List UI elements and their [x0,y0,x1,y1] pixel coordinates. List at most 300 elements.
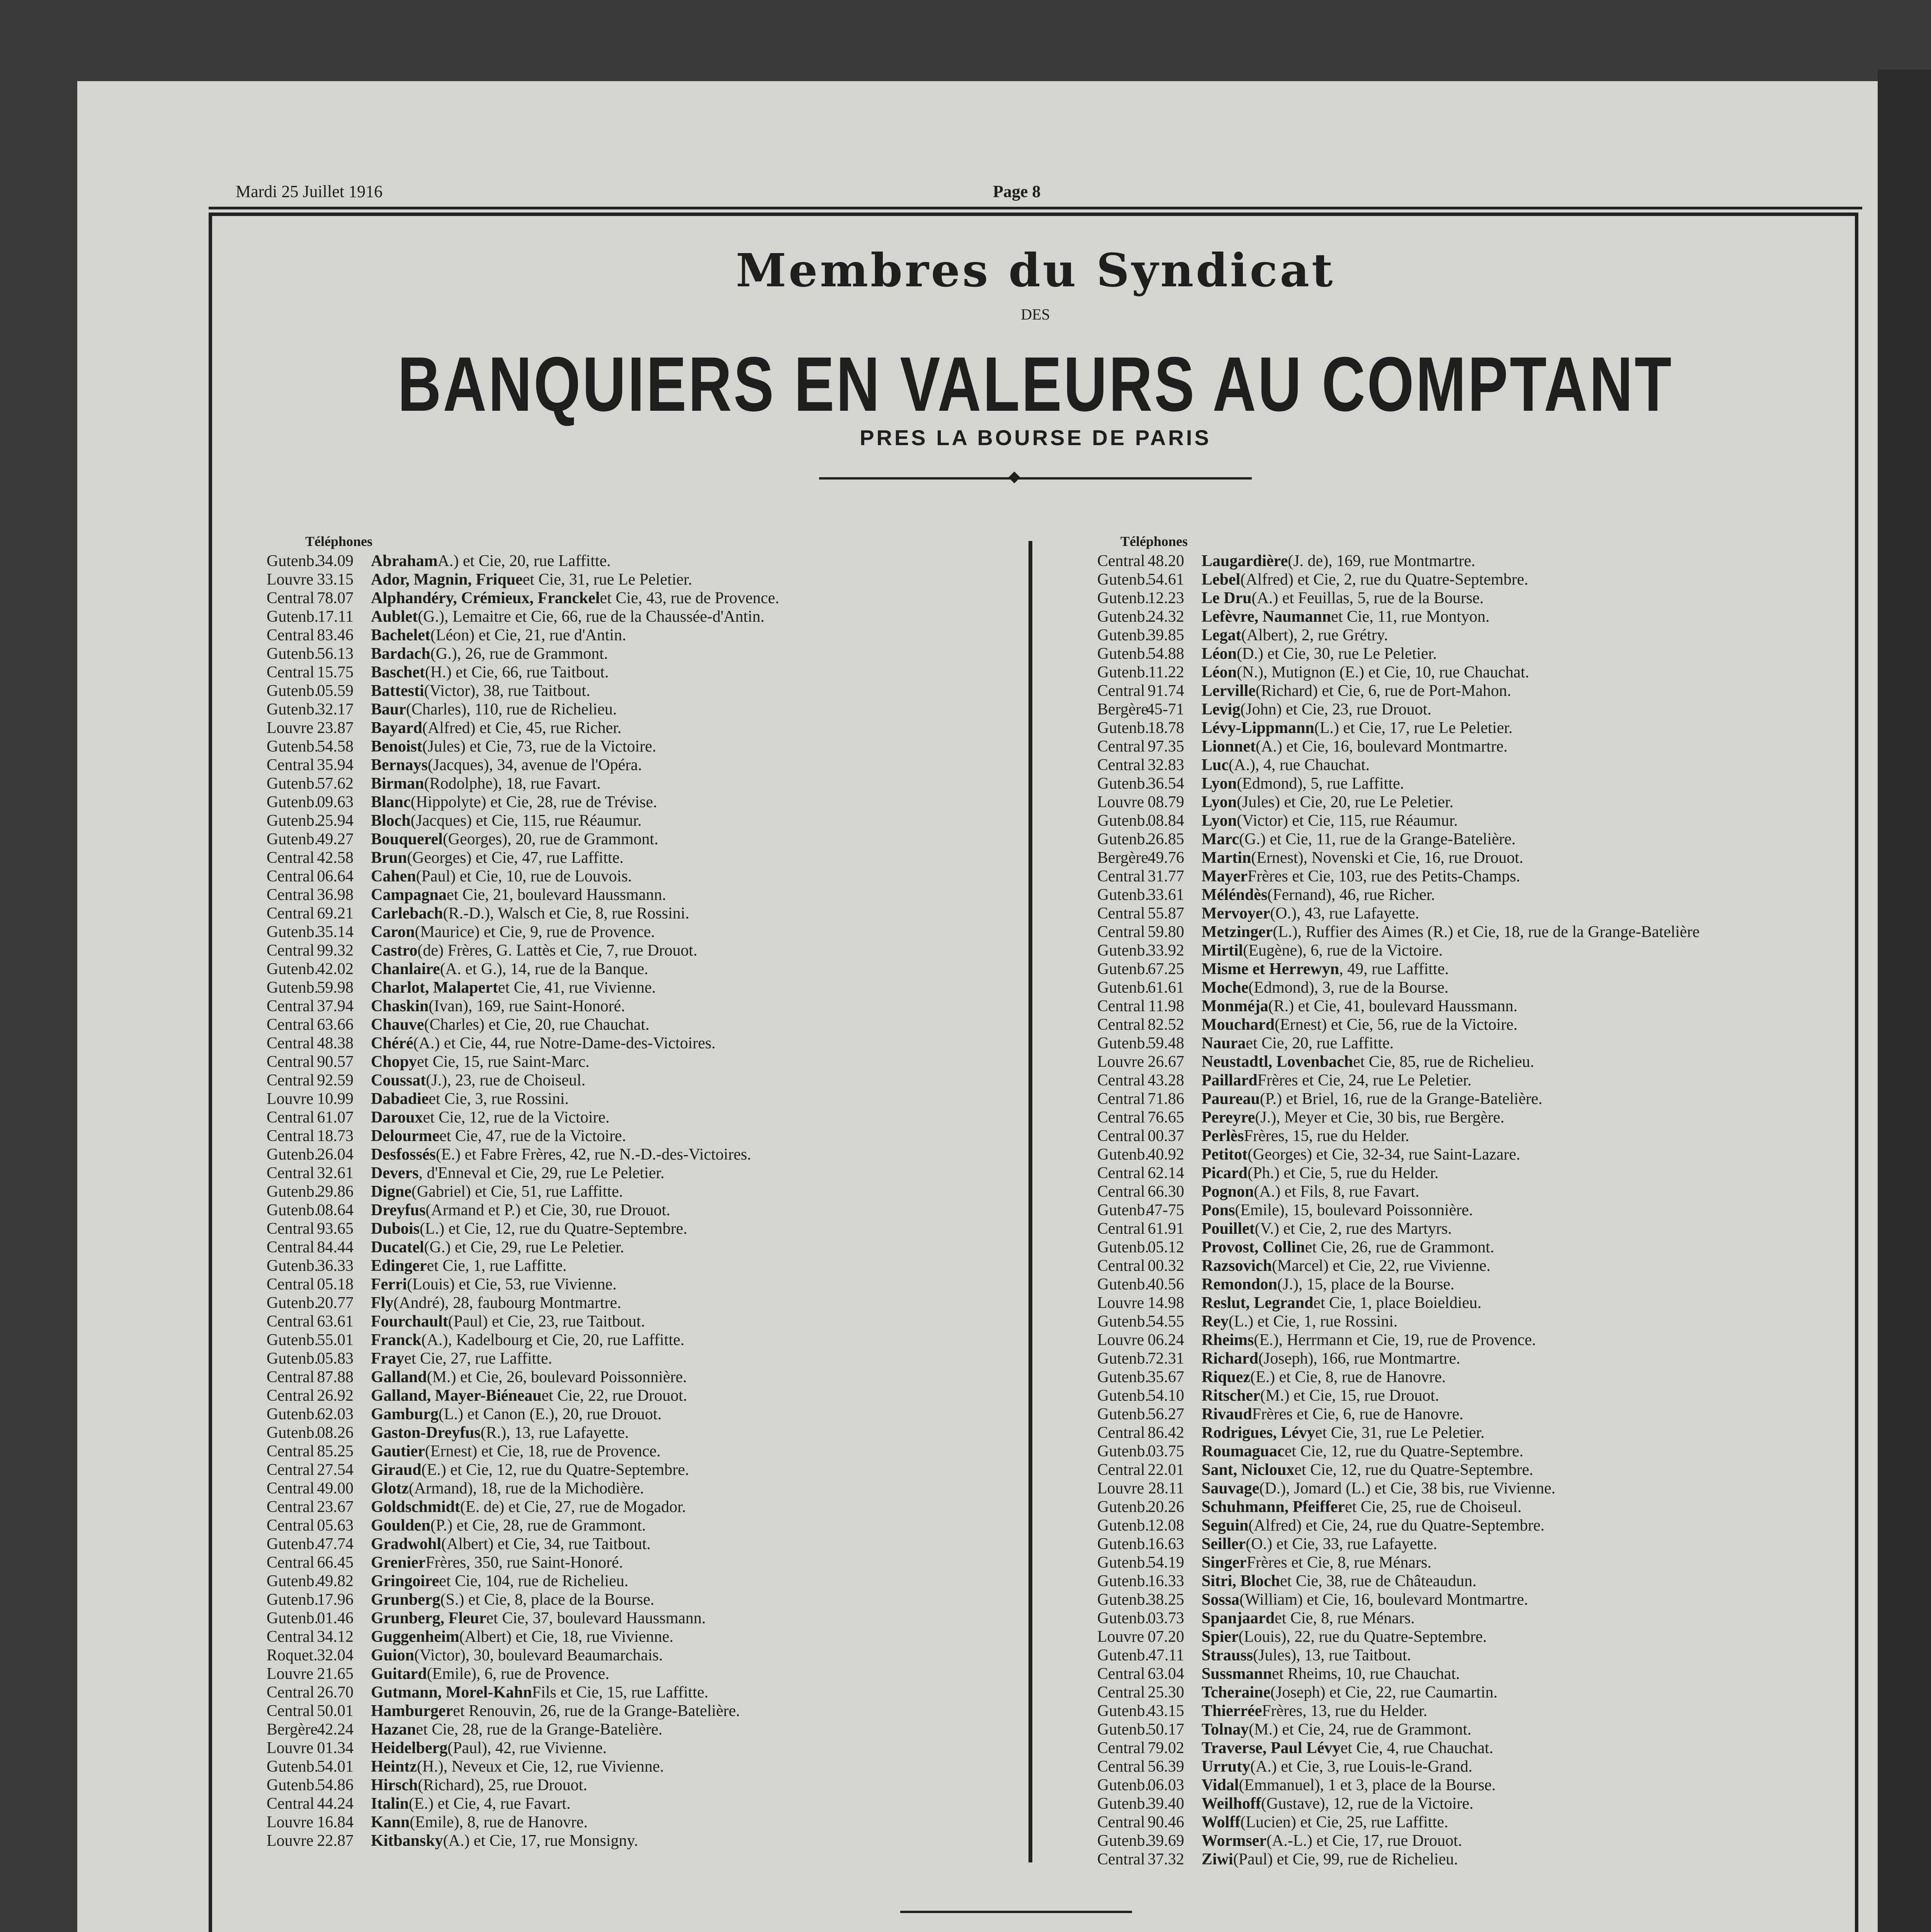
phone-exchange: Central [267,1034,314,1052]
member-name: Lionnet [1202,738,1256,755]
member-row [267,1665,779,1683]
member-name: Levig [1202,701,1241,718]
member-row [1097,1071,1700,1090]
member-address: (William) et Cie, 16, boulevard Montmartre. [1239,1591,1528,1609]
phone-exchange: Gutenb. [267,1572,319,1590]
member-row [267,1813,779,1832]
phone-number: 48.38 [317,1034,354,1052]
member-name: Léon [1202,663,1237,681]
phone-exchange: Central [267,1164,314,1182]
member-address: (J.), 23, rue de Choiseul. [426,1071,586,1089]
member-row [267,867,779,886]
phone-number: 18.78 [1147,719,1184,737]
phone-number: 49.27 [317,830,354,848]
phone-exchange: Central [1097,905,1145,922]
member-address: Frères et Cie, 103, rue des Petits-Champs. [1247,867,1520,885]
phone-exchange: Gutenb. [1097,663,1149,681]
ornament-rule [819,477,1252,480]
phone-exchange: Gutenb. [267,1758,319,1776]
phone-number: 63.61 [317,1313,354,1330]
phone-number: 76.65 [1147,1109,1184,1126]
member-name: Gaston-Dreyfus [371,1424,481,1442]
member-address: et Cie, 20, rue Laffitte. [1246,1034,1394,1052]
member-name: Pons [1202,1201,1235,1219]
phone-number: 43.15 [1147,1702,1184,1720]
phone-number: 54.58 [317,738,354,755]
phone-number: 12.08 [1147,1517,1184,1534]
member-address: (J.), 15, place de la Bourse. [1277,1276,1455,1293]
phone-exchange: Gutenb. [1097,1572,1149,1590]
phone-exchange: Gutenb. [267,1609,319,1627]
member-name: Traverse, Paul Lévy [1202,1739,1341,1757]
member-address: (A.), 4, rue Chauchat. [1229,756,1370,774]
member-address: (Emile), 6, rue de Provence. [427,1665,610,1683]
member-row [1097,1553,1700,1572]
phone-number: 11.98 [1148,997,1184,1015]
member-address: (G.) et Cie, 11, rue de la Grange-Batelière. [1239,830,1516,848]
member-row [267,1127,779,1145]
member-row [1097,1776,1700,1794]
phone-exchange: Central [1097,682,1145,700]
member-name: Brun [371,849,407,867]
phone-number: 55.01 [317,1331,354,1349]
phone-exchange: Gutenb. [1097,1832,1149,1850]
member-row [267,1331,779,1349]
member-row [267,1535,779,1553]
member-row [267,1071,779,1090]
member-name: Franck [371,1331,422,1349]
phone-exchange: Central [267,942,314,959]
member-row [1097,700,1700,719]
phone-exchange: Central [267,997,314,1015]
member-row [267,811,779,830]
member-name: Rheims [1202,1331,1254,1349]
phone-exchange: Central [267,1220,314,1238]
member-address: et Cie, 31, rue Le Peletier. [1315,1424,1485,1442]
phone-exchange: Gutenb. [267,1201,319,1219]
member-row [1097,1442,1700,1461]
phone-number: 08.79 [1147,793,1184,811]
member-row [1097,1219,1700,1238]
member-name: Mirtil [1202,942,1243,959]
phone-number: 15.75 [317,663,354,681]
member-row [1097,682,1700,700]
member-address: (Alfred) et Cie, 45, rue Richer. [422,719,622,737]
column-divider [1028,541,1032,1862]
member-address: (A. et G.), 14, rue de la Banque. [440,960,648,978]
member-name: Devers [371,1164,419,1182]
member-address: et Cie, 41, rue Vivienne. [498,979,656,997]
member-name: Cahen [371,867,416,885]
member-name: Hamburger [371,1702,453,1720]
phone-number: 54.10 [1147,1387,1184,1405]
phone-number: 31.77 [1147,867,1184,885]
phone-number: 92.59 [317,1071,354,1089]
member-name: Hirsch [371,1776,418,1794]
phone-number: 34.09 [317,552,354,570]
phone-exchange: Gutenb. [267,682,319,700]
member-row [267,1312,779,1331]
phone-exchange: Gutenb. [1097,1498,1149,1516]
member-name: Goldschmidt [371,1498,461,1516]
member-address: (Louis), 22, rue du Quatre-Septembre. [1238,1628,1487,1646]
phone-exchange: Gutenb. [267,701,319,718]
member-name: Campagna [371,886,447,904]
phone-exchange: Louvre [1097,1628,1144,1646]
phone-exchange: Central [267,1442,314,1460]
member-address: (Léon) et Cie, 21, rue d'Antin. [430,626,626,644]
phone-number: 07.20 [1147,1628,1184,1646]
member-row [267,1646,779,1665]
phone-number: 08.26 [317,1424,354,1442]
member-name: Wolff [1202,1813,1241,1831]
member-address: et Cie, 12, rue du Quatre-Septembre. [1294,1461,1533,1479]
phone-exchange: Gutenb. [267,1535,319,1553]
member-address: (A.) et Feuillas, 5, rue de la Bourse. [1251,589,1484,607]
member-address: (Lucien) et Cie, 25, rue Laffitte. [1240,1813,1448,1831]
member-address: (L.) et Cie, 17, rue Le Peletier. [1314,719,1513,737]
phone-exchange: Central [267,1053,314,1071]
phones-header: Téléphones [1120,534,1188,549]
member-row [1097,849,1700,867]
phone-number: 35.94 [317,756,354,774]
phone-number: 40.56 [1147,1276,1184,1293]
member-address: et Cie, 31, rue Le Peletier. [522,571,692,588]
member-row [267,1015,779,1034]
member-address: (Georges), 20, rue de Grammont. [442,830,658,848]
phone-exchange: Louvre [1097,793,1144,811]
member-address: (Emmanuel), 1 et 3, place de la Bourse. [1239,1776,1496,1794]
phone-number: 49.82 [317,1572,354,1590]
member-row [267,1257,779,1275]
phone-number: 61.07 [317,1109,354,1126]
member-name: Strauss [1202,1646,1253,1664]
member-row [1097,1498,1700,1516]
section-rule [900,1911,1132,1913]
member-name: Marc [1202,830,1239,848]
member-address: (S.) et Cie, 8, place de la Bourse. [440,1591,654,1609]
member-address: et Cie, 27, rue Laffitte. [404,1350,552,1367]
member-address: (Gustave), 12, rue de la Victoire. [1261,1795,1474,1813]
phone-number: 03.75 [1147,1442,1184,1460]
member-address: (Louis) et Cie, 53, rue Vivienne. [407,1276,617,1293]
member-row [1097,793,1700,811]
member-name: Sauvage [1202,1480,1260,1497]
members-left-list [267,552,779,1850]
phone-number: 82.52 [1147,1016,1184,1034]
phone-number: 34.12 [317,1628,354,1646]
member-row [1097,1423,1700,1442]
member-name: Laugardière [1202,552,1288,570]
phone-exchange: Gutenb. [267,1331,319,1349]
member-address: (Paul) et Cie, 23, rue Taitbout. [448,1313,645,1330]
phone-number: 71.86 [1147,1090,1184,1108]
member-row [1097,1368,1700,1386]
member-address: et Cie, 37, boulevard Haussmann. [486,1609,706,1627]
member-row [267,1720,779,1739]
member-row [267,1590,779,1609]
phone-number: 05.12 [1147,1238,1184,1256]
member-address: (André), 28, faubourg Montmartre. [393,1294,621,1312]
member-address: (J.), Meyer et Cie, 30 bis, rue Bergère. [1255,1109,1504,1126]
phone-number: 28.11 [1148,1480,1184,1497]
phone-exchange: Gutenb. [1097,979,1149,997]
phone-number: 06.24 [1147,1331,1184,1349]
member-name: Lyon [1202,775,1237,793]
phone-number: 83.46 [317,626,354,644]
phone-exchange: Central [267,1684,314,1701]
phone-exchange: Louvre [1097,1294,1144,1312]
member-name: Guitard [371,1665,427,1683]
member-name: Martin [1202,849,1251,867]
member-address: (Ph.) et Cie, 5, rue du Helder. [1247,1164,1439,1182]
phone-exchange: Gutenb. [1097,1405,1149,1423]
member-name: Rodrigues, Lévy [1202,1424,1315,1442]
member-row [1097,1702,1700,1720]
member-name: Fourchault [371,1313,448,1330]
phone-exchange: Central [1097,1109,1145,1126]
member-row [267,756,779,774]
phone-number: 11.22 [1148,663,1184,681]
member-name: Thierrée [1202,1702,1262,1720]
phone-exchange: Gutenb. [267,830,319,848]
phone-exchange: Louvre [1097,1053,1144,1071]
phone-exchange: Louvre [267,1813,314,1831]
phone-exchange: Gutenb. [1097,571,1149,588]
phone-number: 45-71 [1146,701,1184,718]
phone-exchange: Central [1097,1813,1145,1831]
member-address: (E.) et Cie, 4, rue Favart. [409,1795,571,1813]
member-row [267,960,779,978]
phone-number: 29.86 [317,1183,354,1201]
phone-number: 32.17 [317,701,354,718]
member-row [267,1442,779,1461]
member-row [1097,960,1700,978]
member-row [1097,756,1700,774]
member-address: Fils et Cie, 15, rue Laffitte. [532,1684,709,1701]
member-row [267,1423,779,1442]
member-row [1097,1349,1700,1368]
member-address: (Armand et P.) et Cie, 30, rue Drouot. [425,1201,670,1219]
phone-exchange: Gutenb. [267,793,319,811]
phone-exchange: Central [267,905,314,922]
member-address: (de) Frères, G. Lattès et Cie, 7, rue Drouot. [417,942,697,959]
member-address: et Cie, 11, rue Montyon. [1331,608,1490,626]
phone-number: 25.30 [1147,1684,1184,1701]
phone-exchange: Gutenb. [1097,1795,1149,1813]
member-name: Carlebach [371,905,443,922]
member-row [1097,1182,1700,1201]
member-address: (Paul) et Cie, 99, rue de Richelieu. [1233,1850,1458,1868]
phone-number: 32.83 [1147,756,1184,774]
member-address: (Eugène), 6, rue de la Victoire. [1243,942,1443,959]
member-address: et Cie, 8, rue Ménars. [1275,1609,1415,1627]
phone-exchange: Louvre [267,1832,314,1850]
phone-exchange: Gutenb. [267,1350,319,1367]
phone-exchange: Roquet. [267,1646,318,1664]
phone-number: 16.33 [1147,1572,1184,1590]
member-name: Giraud [371,1461,422,1479]
member-name: Gutmann, Morel-Kahn [371,1684,532,1701]
phone-number: 40.92 [1147,1146,1184,1163]
member-row [267,682,779,700]
member-row [267,849,779,867]
member-address: (R.-D.), Walsch et Cie, 8, rue Rossini. [443,905,690,922]
phone-exchange: Central [267,1702,314,1720]
phone-exchange: Gutenb. [1097,942,1149,959]
member-address: Frères, 15, rue du Helder. [1244,1127,1409,1145]
member-address: , 49, rue Laffitte. [1339,960,1449,978]
member-address: (Edmond), 3, rue de la Bourse. [1248,979,1449,997]
member-address: (M.) et Cie, 24, rue de Grammont. [1249,1721,1472,1738]
member-name: Lyon [1202,793,1237,811]
member-name: Galland, Mayer-Biéneau [371,1387,542,1405]
member-name: Desfossés [371,1146,436,1163]
phone-exchange: Central [1097,1739,1145,1757]
phone-exchange: Gutenb. [1097,1238,1149,1256]
phone-number: 33.61 [1147,886,1184,904]
member-row [267,1145,779,1164]
member-row [267,1182,779,1201]
phone-number: 25.94 [317,812,354,830]
member-name: Misme et Herrewyn [1202,960,1339,978]
member-name: Chéré [371,1034,413,1052]
member-row [1097,1739,1700,1757]
phone-number: 54.86 [317,1776,354,1794]
phone-number: 62.03 [317,1405,354,1423]
member-row [1097,867,1700,886]
phone-exchange: Gutenb. [1097,960,1149,978]
phone-number: 59.48 [1147,1034,1184,1052]
phone-number: 06.03 [1147,1776,1184,1794]
member-address: (E.), Herrmann et Cie, 19, rue de Provence. [1254,1331,1536,1349]
member-address: (E.) et Fabre Frères, 42, rue N.-D.-des-Victoires. [435,1146,751,1163]
member-name: Bloch [371,812,411,830]
member-row [1097,830,1700,849]
phone-exchange: Central [1097,1090,1145,1108]
member-address: (H.) et Cie, 66, rue Taitbout. [425,663,609,681]
phone-number: 50.17 [1147,1721,1184,1738]
member-name: Alphandéry, Crémieux, Franckel [371,589,600,607]
member-row [1097,1294,1700,1312]
member-address: (M.) et Cie, 15, rue Drouot. [1260,1387,1439,1405]
phone-number: 33.15 [317,571,354,588]
member-address: (L.) et Canon (E.), 20, rue Drouot. [439,1405,662,1423]
phone-exchange: Gutenb. [1097,1387,1149,1405]
phone-exchange: Gutenb. [1097,886,1149,904]
member-address: (A.), Kadelbourg et Cie, 20, rue Laffitte. [421,1331,685,1349]
phone-number: 59.98 [317,979,354,997]
member-address: (Jules), 13, rue Taitbout. [1253,1646,1411,1664]
phone-number: 47.11 [1148,1646,1184,1664]
phone-exchange: Gutenb. [267,923,319,941]
member-name: Goulden [371,1517,431,1534]
phone-number: 36.54 [1147,775,1184,793]
phone-exchange: Louvre [1097,1331,1144,1349]
member-address: (L.) et Cie, 1, rue Rossini. [1228,1313,1398,1330]
member-name: Caron [371,923,415,941]
member-address: et Cie, 12, rue du Quatre-Septembre. [1284,1442,1523,1460]
member-name: Coussat [371,1071,426,1089]
phone-number: 93.65 [317,1220,354,1238]
ornament-icon: ◆ [1008,468,1020,485]
member-name: Bardach [371,645,431,663]
phone-number: 86.42 [1147,1424,1184,1442]
member-address: (E. de) et Cie, 27, rue de Mogador. [460,1498,686,1516]
member-name: Bouquerel [371,830,443,848]
member-row [1097,1405,1700,1423]
phone-number: 42.02 [317,960,354,978]
member-name: Dubois [371,1220,420,1238]
member-address: et Cie, 26, rue de Grammont. [1305,1238,1494,1256]
phone-exchange: Central [1097,1461,1145,1479]
member-name: Pouillet [1202,1220,1255,1238]
member-name: Heidelberg [371,1739,448,1757]
member-address: et Cie, 22, rue Drouot. [541,1387,687,1405]
member-row [1097,1794,1700,1813]
phone-number: 47.74 [317,1535,354,1553]
member-name: Ferri [371,1276,407,1293]
phone-number: 05.18 [317,1276,354,1293]
phone-exchange: Central [267,1795,314,1813]
phone-number: 54.61 [1147,571,1184,588]
member-name: Digne [371,1183,411,1201]
phone-exchange: Central [1097,1665,1145,1683]
member-row [267,1108,779,1127]
phone-number: 49.76 [1147,849,1184,867]
phone-exchange: Gutenb. [1097,626,1149,644]
member-name: Sitri, Bloch [1202,1572,1280,1590]
running-head-page: Page 8 [993,182,1041,201]
phone-exchange: Gutenb. [1097,1721,1149,1738]
phone-exchange: Central [267,1109,314,1126]
member-name: Mayer [1202,867,1248,885]
member-row [267,1776,779,1794]
phone-exchange: Bergère [1097,701,1149,718]
phone-exchange: Gutenb. [1097,645,1149,663]
member-name: Rivaud [1202,1405,1252,1423]
member-address: et Cie, 4, rue Chauchat. [1340,1739,1494,1757]
phone-number: 05.63 [317,1517,354,1534]
member-name: Italin [371,1795,409,1813]
phone-exchange: Gutenb. [1097,1554,1149,1571]
member-name: Gautier [371,1442,425,1460]
member-row [1097,1665,1700,1683]
member-name: Sant, Nicloux [1202,1461,1295,1479]
member-name: Bayard [371,719,423,737]
member-name: Galland [371,1368,427,1386]
member-name: Guion [371,1646,415,1664]
member-row [267,886,779,904]
phone-number: 39.85 [1147,626,1184,644]
member-name: Guggenheim [371,1628,459,1646]
member-name: Rey [1202,1313,1229,1330]
phone-exchange: Gutenb. [267,1294,319,1312]
member-row [267,663,779,682]
member-address: (Rodolphe), 18, rue Favart. [424,775,601,793]
member-address: (Edmond), 5, rue Laffitte. [1237,775,1404,793]
member-address: Frères et Cie, 24, rue Le Peletier. [1257,1071,1472,1089]
member-row [1097,626,1700,645]
member-address: (E.) et Cie, 12, rue du Quatre-Septembre. [421,1461,689,1479]
phone-exchange: Central [1097,738,1145,755]
member-row [267,645,779,663]
member-address: et Cie, 47, rue de la Victoire. [439,1127,626,1145]
member-name: Lefèvre, Naumann [1202,608,1331,626]
phone-number: 63.66 [317,1016,354,1034]
member-address: et Cie, 43, rue de Provence. [600,589,779,607]
member-address: (G.) et Cie, 29, rue Le Peletier. [424,1238,624,1256]
